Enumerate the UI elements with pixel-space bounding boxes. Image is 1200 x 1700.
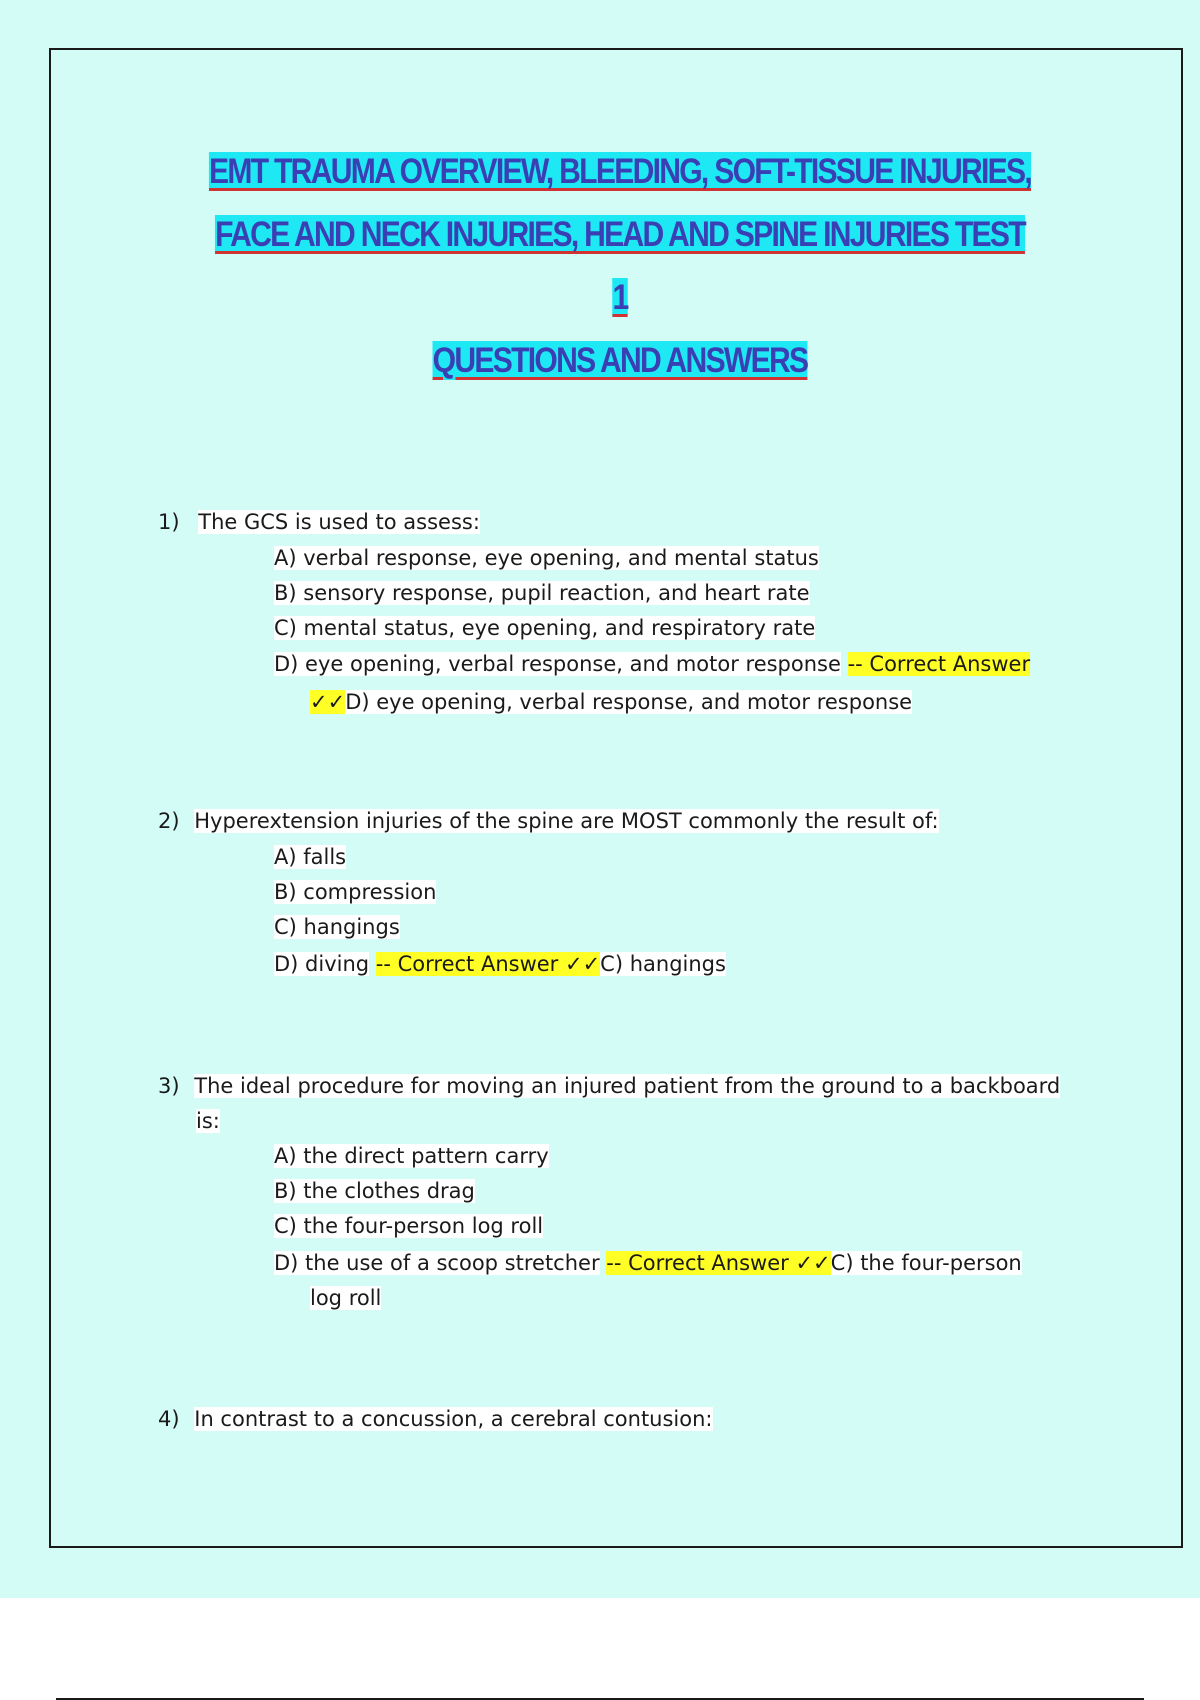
option-b: B) the clothes drag xyxy=(274,1179,475,1203)
question-text: The GCS is used to assess: xyxy=(198,510,480,534)
option-d: D) the use of a scoop stretcher -- Correct Answer ✓✓C) the four-person xyxy=(274,1251,1022,1275)
title-line-2: FACE AND NECK INJURIES, HEAD AND SPINE INJURIES TEST 1 xyxy=(215,215,1025,317)
option-b: B) sensory response, pupil reaction, and heart rate xyxy=(274,581,810,605)
option-a: A) the direct pattern carry xyxy=(274,1144,549,1168)
question-4-prompt xyxy=(158,1407,713,1431)
question-1-prompt xyxy=(158,510,480,534)
option-b: B) compression xyxy=(274,880,437,904)
correct-answer-text: C) the four-person xyxy=(830,1251,1022,1275)
option-d: D) eye opening, verbal response, and motor response -- Correct Answer xyxy=(274,652,1031,676)
title-line-3: QUESTIONS AND ANSWERS xyxy=(432,341,808,380)
option-a: A) falls xyxy=(274,845,347,869)
checkmark-icon: ✓✓ xyxy=(310,690,346,714)
correct-answer-marker: -- Correct Answer xyxy=(847,652,1031,676)
question-3-prompt xyxy=(158,1074,1060,1098)
question-text: Hyperextension injuries of the spine are MOST commonly the result of: xyxy=(194,809,939,833)
option-c: C) the four-person log roll xyxy=(274,1214,544,1238)
title-line-1: EMT TRAUMA OVERVIEW, BLEEDING, SOFT-TISSUE INJURIES, xyxy=(208,152,1031,191)
option-d: D) diving -- Correct Answer ✓✓C) hangings xyxy=(274,952,726,976)
correct-answer-text-continued: log roll xyxy=(310,1286,382,1310)
question-3-prompt-continued: is: xyxy=(196,1109,220,1133)
correct-answer-line xyxy=(310,690,912,714)
document-title xyxy=(207,140,1033,392)
correct-answer-marker: -- Correct Answer ✓✓ xyxy=(375,952,601,976)
question-number: 3) xyxy=(158,1074,180,1098)
option-c: C) hangings xyxy=(274,915,400,939)
option-a: A) verbal response, eye opening, and mental status xyxy=(274,546,819,570)
question-2-prompt xyxy=(158,809,939,833)
question-number: 1) xyxy=(158,510,180,534)
question-text: In contrast to a concussion, a cerebral contusion: xyxy=(194,1407,713,1431)
question-number: 2) xyxy=(158,809,180,833)
option-c: C) mental status, eye opening, and respiratory rate xyxy=(274,616,816,640)
question-text: The ideal procedure for moving an injured patient from the ground to a backboard xyxy=(194,1074,1061,1098)
correct-answer-text: D) eye opening, verbal response, and motor response xyxy=(345,690,913,714)
correct-answer-text: C) hangings xyxy=(600,952,726,976)
correct-answer-marker: -- Correct Answer ✓✓ xyxy=(606,1251,831,1275)
question-number: 4) xyxy=(158,1407,180,1431)
